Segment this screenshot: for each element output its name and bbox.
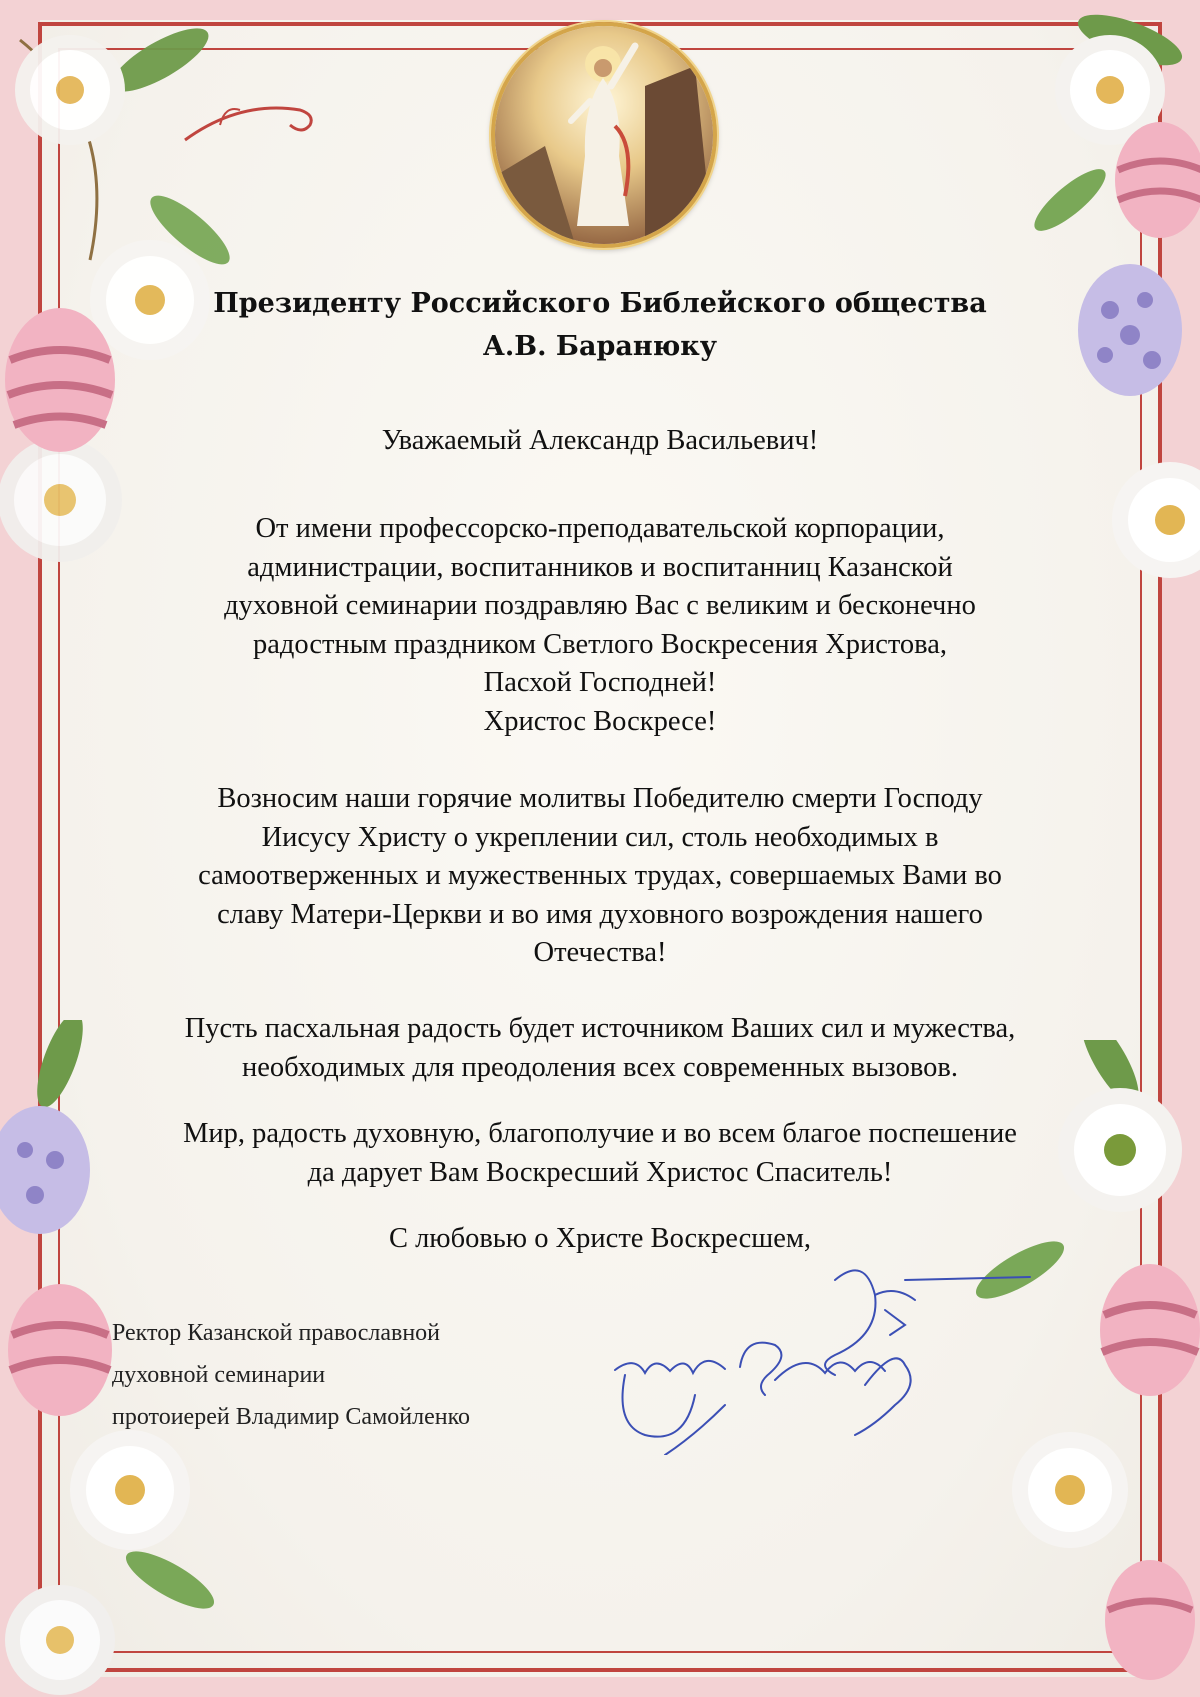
- text-line: Возносим наши горячие молитвы Победителю смерти Господу: [217, 783, 983, 814]
- signer-block: [112, 1312, 632, 1438]
- text-line: самоотверженных и мужественных трудах, совершаемых Вами во: [198, 860, 1002, 891]
- text-line: радостным праздником Светлого Воскресения Христова,: [252, 628, 948, 660]
- resurrection-icon: [491, 22, 717, 248]
- swirl-ornament-icon: [180, 80, 320, 160]
- text-line: От имени профессорско-преподавательской корпорации,: [255, 513, 945, 544]
- paragraph-1: [90, 510, 1110, 741]
- text-line: да дарует Вам Воскресший Христос Спаситель!: [307, 1156, 893, 1188]
- addressee-line-2: А.В. Баранюку: [482, 331, 718, 362]
- paragraph-3: [90, 1010, 1110, 1087]
- closing: С любовью о Христе Воскресшем,: [388, 1223, 812, 1254]
- text-line: администрации, воспитанников и воспитанниц Казанской: [247, 551, 953, 583]
- text-line: славу Матери-Церкви и во имя духовного возрождения нашего: [217, 898, 983, 930]
- text-line: Отечества!: [533, 937, 667, 968]
- paragraph-4: [90, 1115, 1110, 1192]
- text-line: Иисусу Христу о укреплении сил, столь необходимых в: [261, 821, 939, 853]
- text-line: Мир, радость духовную, благополучие и во всем благое поспешение: [183, 1118, 1017, 1149]
- text-line: Пасхой Господней!: [483, 667, 717, 698]
- greeting: Уважаемый Александр Васильевич!: [381, 425, 819, 456]
- handwritten-signature-icon: [575, 1255, 1035, 1455]
- text-line: Христос Воскресе!: [483, 705, 717, 737]
- signer-title-line-2: духовной семинарии: [112, 1362, 326, 1388]
- text-line: необходимых для преодоления всех современных вызовов.: [242, 1051, 958, 1083]
- signer-title-line-1: Ректор Казанской православной: [112, 1320, 441, 1346]
- signer-name: протоиерей Владимир Самойленко: [112, 1404, 471, 1430]
- text-line: духовной семинарии поздравляю Вас с великим и бесконечно: [224, 590, 976, 621]
- addressee-line-1: Президенту Российского Библейского общества: [213, 288, 987, 319]
- text-line: Пусть пасхальная радость будет источником Ваших сил и мужества,: [184, 1013, 1016, 1044]
- paragraph-2: [90, 780, 1110, 973]
